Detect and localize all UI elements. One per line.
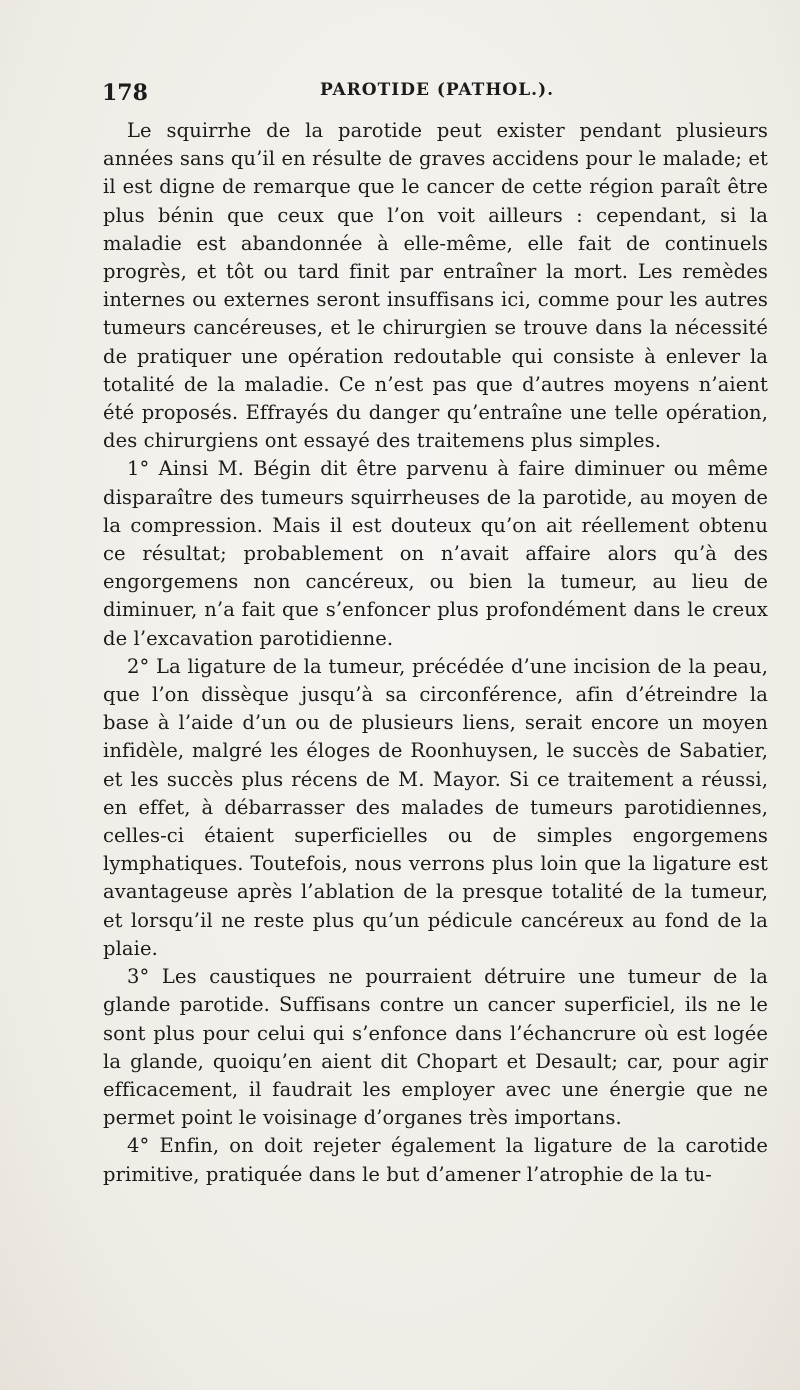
- page-number: 178: [102, 80, 148, 106]
- running-title: PAROTIDE (PATHOL.).: [319, 80, 555, 100]
- paragraph-compression: 1° Ainsi M. Bégin dit être parvenu à faire diminuer ou même disparaître des tumeurs squirrheuses de la parotide, au moyen de la compression. Mais il est douteux qu’on ait réellement obtenu ce résultat; probablement on n’avait affaire alors qu’à des engorgemens non cancéreux, ou bien la tumeur, au lieu de diminuer, n’a fait que s’enfoncer plus profondément dans le creux de l’excavation parotidienne.: [103, 457, 768, 650]
- paragraph-intro: Le squirrhe de la parotide peut exister pendant plusieurs années sans qu’il en résulte de graves accidens pour le malade; et il est digne de remarque que le cancer de cette région paraît être plus bénin que ceux que l’on voit ailleurs : cependant, si la maladie est abandonnée à elle-même, elle fait de continuels progrès, et tôt ou tard finit par entraîner la mort. Les remèdes internes ou externes seront insuffisans ici, comme pour les autres tumeurs cancéreuses, et le chirurgien se trouve dans la nécessité de pratiquer une opération redoutable qui consiste à enlever la totalité de la maladie. Ce n’est pas que d’autres moyens n’aient été proposés. Effrayés du danger qu’entraîne une telle opération, des chirurgiens ont essayé des traitemens plus simples.: [103, 119, 768, 453]
- body-text: [103, 117, 768, 1189]
- paragraph-ligature: 2° La ligature de la tumeur, précédée d’une incision de la peau, que l’on dissèque jusqu’à sa circonférence, afin d’étreindre la base à l’aide d’un ou de plusieurs liens, serait encore un moyen infidèle, malgré les éloges de Roonhuysen, le succès de Sabatier, et les succès plus récens de M. Mayor. Si ce traitement a réussi, en effet, à débarrasser des malades de tumeurs parotidiennes, celles-ci étaient superficielles ou de simples engorgemens lymphatiques. Toutefois, nous verrons plus loin que la ligature est avantageuse après l’ablation de la presque totalité de la tumeur, et lorsqu’il ne reste plus qu’un pédicule cancéreux au fond de la plaie.: [103, 654, 768, 960]
- paragraph-carotid: 4° Enfin, on doit rejeter également la ligature de la carotide primitive, pratiquée dans le but d’amener l’atrophie de la tu-: [103, 1134, 768, 1186]
- paragraph-caustics: 3° Les caustiques ne pourraient détruire une tumeur de la glande parotide. Suffisans contre un cancer superficiel, ils ne le sont plus pour celui qui s’enfonce dans l’échancrure où est logée la glande, quoiqu’en aient dit Chopart et Desault; car, pour agir efficacement, il faudrait les employer avec une énergie que ne permet point le voisinage d’organes très importans.: [103, 965, 768, 1130]
- page-header: [102, 80, 772, 110]
